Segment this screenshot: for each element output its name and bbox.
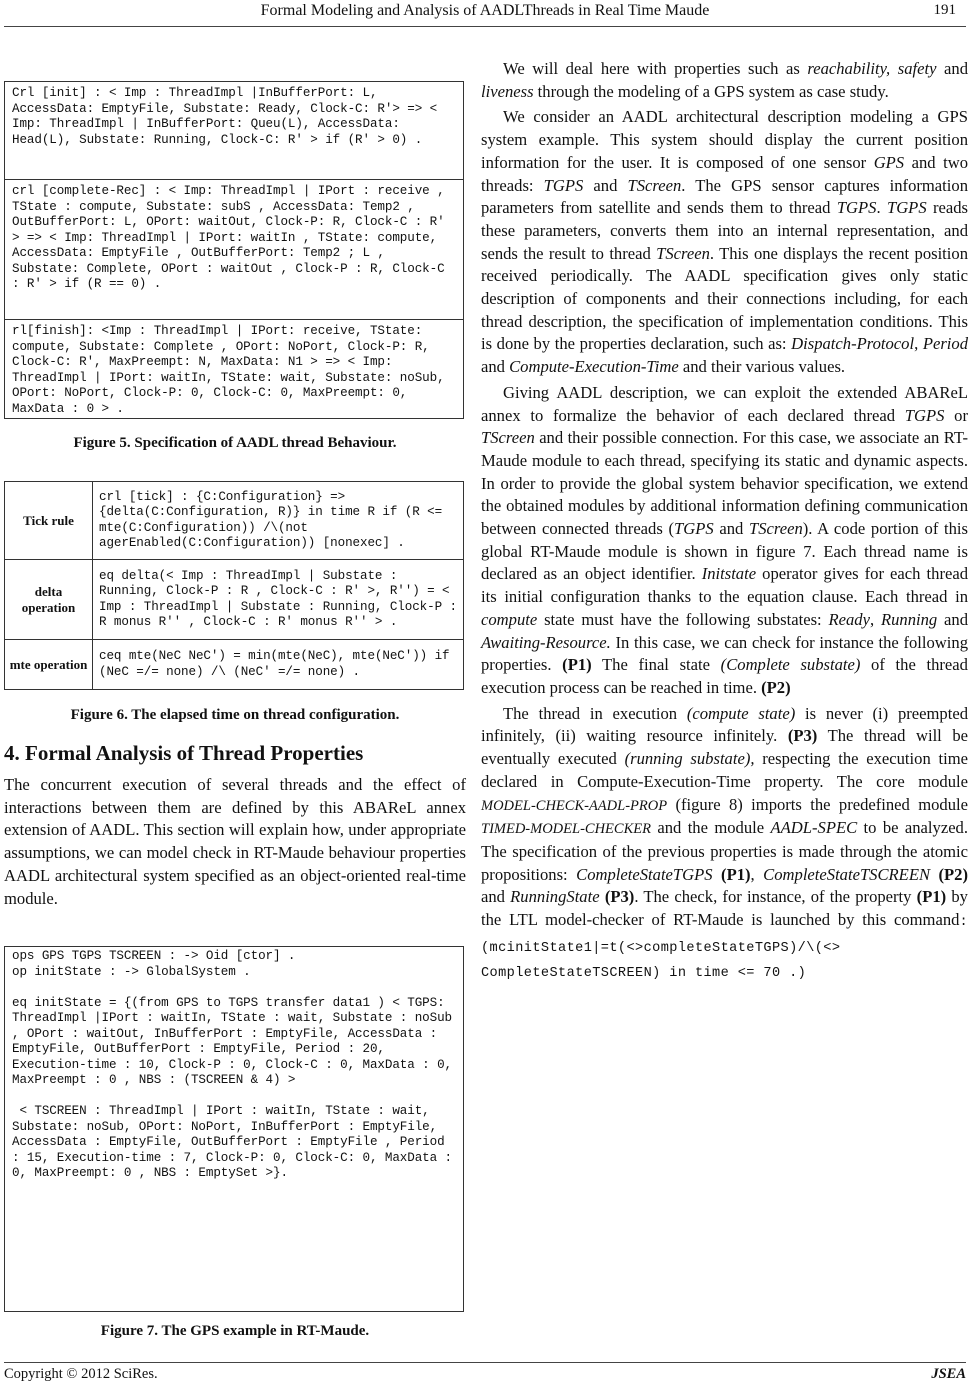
figure7-code: ops GPS TGPS TSCREEN : -> Oid [ctor] . op initState : -> GlobalSystem . eq initState = {(from GPS to TGPS transfer data1 ) < TGPS: ThreadImpl |IPort : waitIn, TState : wait, Substate : noSub , OPort : waitOut, InBufferPort : EmptyFile, AccessData : EmptyFile, OutBufferPort : EmptyFile, Period : 20, Execution-time : 10, Clock-P : 0, Clock-C : 0, MaxData : 0, MaxPreempt : 0 , NBS : (TSCREEN & 4) > < TSCREEN : ThreadImpl | IPort : waitIn, TState : wait, Substate: noSub, OPort: NoPort, InBufferPort : EmptyFile, AccessData : EmptyFile, OutBufferPort : EmptyFile , Period : 15, Execution-time : 7, Clock-P: 0, Clock-C: 0, MaxData : 0, MaxPreempt: 0 , NBS : EmptySet >}. [4,946,464,1312]
figure5-rule-finish: rl[finish]: <Imp : ThreadImpl | IPort: receive, TState: compute, Substate: Complete , OPort: NoPort, Clock-P: R, Clock-C: R', MaxPreempt: N, MaxData: N1 > => < Imp: ThreadImpl | IPort: waitIn, TState: wait, Substate: noSub, OPort: NoPort, Clock-P: 0, Clock-C: 0, MaxPreempt: 0, MaxData : 0 > . [12,324,453,416]
page-footer [4,1366,966,1386]
row-code: eq delta(< Imp : ThreadImpl | Substate : Running, Clock-P : R , Clock-C : R' >, R'') = < Imp : ThreadImpl | Substate : Running, Clock-P : R monus R'' , Clock-C : R' monus R'' > . [93,560,464,640]
page-header [0,0,970,24]
figure6-table [4,481,464,690]
figure5-rule-complete-rec: crl [complete-Rec] : < Imp: ThreadImpl | IPort : receive , TState : compute, Substate: subS , AccessData: Temp2 , OutBufferPort: L, OPort: waitOut, Clock-P: R, Clock-C : R' > => < Imp: ThreadImpl | IPort: waitIn , TState: compute, AccessData: EmptyFile , OutBufferPort: Temp2 ; L , Substate: Complete, OPort : waitOut , Clock-P : R, Clock-C : R' > if (R == 0) . [5,180,463,320]
section4-paragraph: The concurrent execution of several threads and the effect of interactions between them are defined by this ABAReL annex extension of AADL. This section will explain how, under appropriate assumptions, we can model check in RT-Maude behaviour properties AADL architectural system specified as an object-oriented real-time module. [4,775,466,908]
header-rule [4,26,966,27]
page-number: 191 [933,2,956,18]
paragraph: Giving AADL description, we can exploit the extended ABAReL annex to formalize the behavior of each declared thread TGPS or TScreen and their possible connection. For this case, we associate an RT-Maude module to each thread, specifying its static and dynamic aspects. In order to provide the global system behavior specification, we extend the obtained modules by additional information defining communication between connected threads (TGPS and TScreen). A code portion of this global RT-Maude module is shown in figure 7. Each thread name is declared as an object identifier. Initstate operator gives for each thread its initial configuration thanks to the equation clause. Each thread in compute state must have the following substates: Ready, Running and Awaiting-Resource. In this case, we can check for instance the following properties. (P1) The final state (Complete substate) of the thread execution process can be reached in time. (P2) [481,382,969,697]
figure5-rule-init: Crl [init] : < Imp : ThreadImpl |InBufferPort: L, AccessData: EmptyFile, Substate: Ready, Clock-C: R'> => < Imp: ThreadImpl | InBufferPort: Queu(L), AccessData: Head(L), Substate: Running, Clock-C: R' > if (R' > 0) . [5,82,463,180]
paragraph: The thread in execution (compute state) is never (i) preempted infinitely, (ii) waiting resource infinitely. (P3) The thread will be eventually executed (running substate), respecting the execution time declared in Compute-Execution-Time property. The core module MODEL-CHECK-AADL-PROP (figure 8) imports the predefined module TIMED-MODEL-CHECKER and the module AADL-SPEC to be analyzed. The specification of the previous properties is made through the atomic propositions: CompleteStateTGPS (P1), CompleteStateTSCREEN (P2) and RunningState (P3). The check, for instance, of the property (P1) by the LTL model-checker of RT-Maude is launched by this command: (mcinitState1|=t(<>completeStateTGPS)/\(<> CompleteStateTSCREEN) in time <= 70 .) [481,703,969,982]
left-column [4,48,466,1340]
table-row [5,640,464,690]
row-code: ceq mte(NeC NeC') = min(mte(NeC), mte(NeC')) if (NeC =/= none) /\ (NeC' =/= none) . [93,640,464,690]
row-label: mte operation [5,640,93,690]
right-column [481,58,968,986]
table-row [5,482,464,560]
row-code: crl [tick] : {C:Configuration} => {delta(C:Configuration, R)} in time R if (R <= mte(C:Configuration)) /\(not agerEnabled(C:Configuration)) [nonexec] . [93,482,464,560]
table-row [5,560,464,640]
figure7-caption: Figure 7. The GPS example in RT-Maude. [100,1323,370,1340]
paragraph: We consider an AADL architectural description modeling a GPS system example. This system should display the current position information for the user. It is composed of one sensor GPS and two threads: TGPS and TScreen. The GPS sensor captures information parameters from satellite and sends them to thread TGPS. TGPS reads these parameters, converts them into an internal representation, and sends the result to thread TScreen. This one displays the recent position received periodically. The AADL specification gives only static description of components and their connections including, for each thread description, the specification of implementation conditions. This is done by the properties declaration, such as: Dispatch-Protocol, Period and Compute-Execution-Time and their various values. [481,107,968,377]
figure6-caption: Figure 6. The elapsed time on thread configuration. [70,707,400,723]
figure5-caption: Figure 5. Specification of AADL thread Behaviour. [73,435,397,451]
journal-name: JSEA [931,1366,966,1382]
row-label: Tick rule [5,482,93,560]
section-heading: 4. Formal Analysis of Thread Properties [4,741,364,765]
running-title: Formal Modeling and Analysis of AADLThreads in Real Time Maude [260,2,710,19]
row-label: delta operation [5,560,93,640]
copyright-text: Copyright © 2012 SciRes. [4,1366,158,1382]
paragraph: We will deal here with properties such as reachability, safety and liveness through the modeling of a GPS system as case study. [481,59,969,101]
figure5-box [4,81,464,419]
footer-rule [4,1362,966,1363]
